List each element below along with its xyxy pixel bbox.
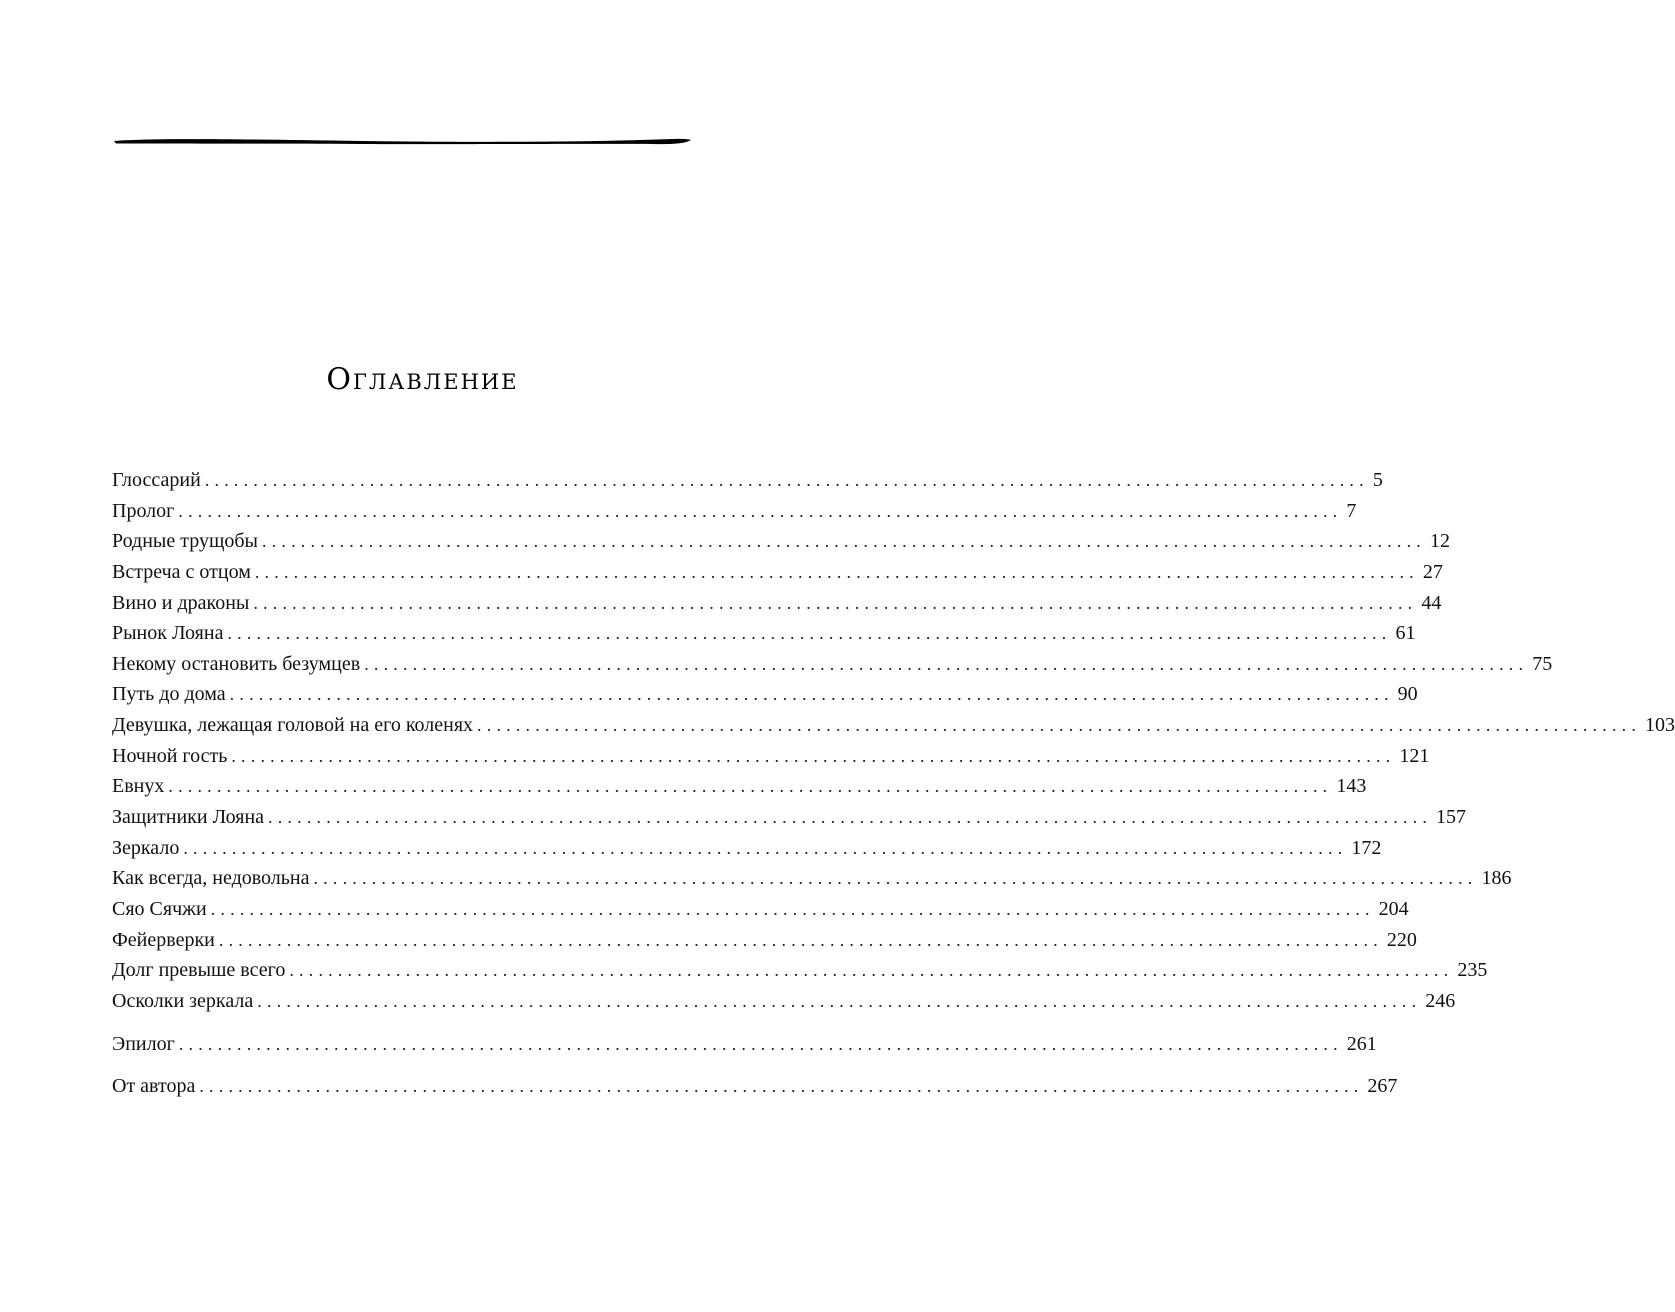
- toc-entry-title: Некому остановить безумцев: [112, 652, 361, 675]
- toc-entry[interactable]: [112, 989, 1456, 1021]
- toc-entry-page: 143: [1336, 775, 1367, 798]
- toc-entry-title: Девушка, лежащая головой на его коленях: [112, 714, 474, 737]
- toc-entry-page: 103: [1645, 714, 1675, 737]
- toc-entry[interactable]: [112, 897, 1409, 929]
- toc-entry-title: Родные трущобы: [112, 530, 258, 553]
- toc-entry-title: Пролог: [112, 499, 175, 522]
- top-brush-rule: [112, 134, 692, 148]
- dot-leader: ........................................................................................................................: [289, 960, 1454, 981]
- dot-leader: ........................................................................................................................: [254, 561, 1419, 582]
- toc-entry-title: Как всегда, недовольна: [112, 867, 310, 890]
- toc-entry-page: 7: [1346, 499, 1357, 522]
- dot-leader: ........................................................................................................................: [199, 1076, 1364, 1097]
- toc-entry-page: 172: [1351, 836, 1382, 859]
- toc-entry[interactable]: [112, 714, 1675, 745]
- dot-leader: ........................................................................................................................: [218, 929, 1383, 950]
- toc-entry-page: 12: [1429, 530, 1450, 553]
- toc-entry-page: 75: [1532, 652, 1553, 675]
- toc-entry[interactable]: [112, 775, 1367, 806]
- toc-entry[interactable]: [112, 867, 1512, 898]
- toc-entry[interactable]: [112, 1075, 1398, 1106]
- toc-entry[interactable]: [112, 1032, 1377, 1064]
- toc-entry[interactable]: [112, 836, 1382, 868]
- toc-entry-title: Встреча с отцом: [112, 560, 251, 583]
- toc-entry-title: Долг превыше всего: [112, 959, 286, 982]
- dot-leader: ........................................................................................................................: [477, 715, 1642, 736]
- toc-entry-page: 235: [1457, 959, 1488, 982]
- toc-entry-page: 44: [1421, 591, 1442, 614]
- table-of-contents: [112, 469, 1675, 1106]
- toc-entry[interactable]: [112, 744, 1430, 776]
- toc-entry[interactable]: [112, 499, 1357, 531]
- toc-entry-title: Фейерверки: [112, 928, 215, 951]
- toc-entry-title: Осколки зеркала: [112, 989, 254, 1012]
- dot-leader: ........................................................................................................................: [231, 745, 1396, 766]
- toc-entry-page: 27: [1422, 560, 1443, 583]
- dot-leader: ........................................................................................................................: [178, 1033, 1343, 1054]
- toc-entry-page: 186: [1481, 867, 1512, 890]
- toc-entry-page: 121: [1399, 744, 1430, 767]
- toc-entry-title: Евнух: [112, 775, 165, 798]
- dot-leader: ........................................................................................................................: [257, 990, 1422, 1011]
- toc-entry-page: 267: [1367, 1075, 1398, 1098]
- toc-entry-page: 61: [1395, 622, 1416, 645]
- dot-leader: ........................................................................................................................: [229, 684, 1394, 705]
- dot-leader: ........................................................................................................................: [168, 776, 1333, 797]
- toc-entry-page: 157: [1436, 806, 1467, 829]
- dot-leader: ........................................................................................................................: [204, 470, 1369, 490]
- toc-entry-title: Эпилог: [112, 1032, 175, 1055]
- toc-entry-title: Сяо Сячжи: [112, 897, 207, 920]
- toc-entry[interactable]: [112, 560, 1443, 592]
- toc-entry-page: 204: [1378, 897, 1409, 920]
- toc-entry[interactable]: [112, 959, 1488, 990]
- toc-entry-title: Ночной гость: [112, 744, 228, 767]
- dot-leader: ........................................................................................................................: [227, 623, 1392, 644]
- dot-leader: ........................................................................................................................: [313, 868, 1478, 889]
- dot-leader: ........................................................................................................................: [210, 898, 1375, 919]
- dot-leader: ........................................................................................................................: [183, 837, 1348, 858]
- toc-entry-page: 90: [1397, 683, 1418, 706]
- page-title: Оглавление: [326, 362, 519, 397]
- toc-entry-title: Зеркало: [112, 836, 180, 859]
- toc-entry[interactable]: [112, 928, 1417, 960]
- dot-leader: ........................................................................................................................: [253, 592, 1418, 613]
- toc-entry-title: Рынок Лояна: [112, 622, 224, 645]
- toc-entry[interactable]: [112, 530, 1450, 561]
- toc-entry[interactable]: [112, 469, 1383, 500]
- toc-entry[interactable]: [112, 806, 1467, 837]
- toc-entry[interactable]: [112, 622, 1416, 653]
- toc-entry-title: Вино и драконы: [112, 591, 250, 614]
- dot-leader: ........................................................................................................................: [178, 500, 1343, 521]
- toc-entry[interactable]: [112, 591, 1442, 623]
- dot-leader: ........................................................................................................................: [261, 531, 1426, 552]
- toc-entry-title: От автора: [112, 1075, 196, 1098]
- toc-entry-title: Путь до дома: [112, 683, 226, 706]
- toc-entry-page: 261: [1346, 1032, 1377, 1055]
- dot-leader: ........................................................................................................................: [364, 653, 1529, 674]
- toc-entry-page: 220: [1386, 928, 1417, 951]
- toc-entry-title: Глоссарий: [112, 469, 201, 491]
- toc-entry[interactable]: [112, 652, 1553, 684]
- toc-entry-title: Защитники Лояна: [112, 806, 265, 829]
- dot-leader: ........................................................................................................................: [268, 807, 1433, 828]
- toc-entry-page: 246: [1425, 989, 1456, 1012]
- toc-entry[interactable]: [112, 683, 1418, 714]
- toc-entry-page: 5: [1372, 469, 1383, 491]
